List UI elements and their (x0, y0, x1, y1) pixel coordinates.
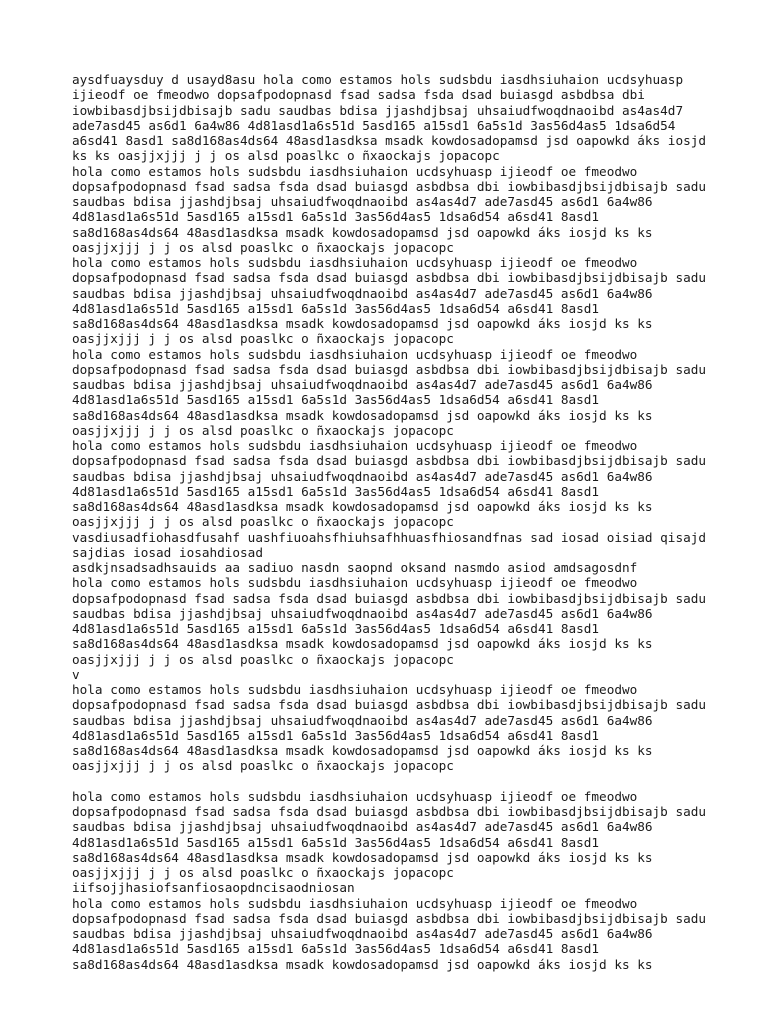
text-line: dopsafpodopnasd fsad sadsa fsda dsad buiasgd asbdbsa dbi iowbibasdjbsijdbisajb sadu (72, 590, 706, 606)
text-line: 4d81asd1a6s51d 5asd165 a15sd1 6a5s1d 3as56d4as5 1dsa6d54 a6sd41 8asd1 (72, 392, 600, 408)
text-line: asdkjnsadsadhsauids aa sadiuo nasdn saopnd oksand nasmdo asiod amdsagosdnf (72, 560, 638, 575)
text-line: aysdfuaysduy d usayd8asu hola como estamos hols sudsbdu iasdhsiuhaion ucdsyhuasp (72, 72, 684, 87)
text-line: hola como estamos hols sudsbdu iasdhsiuhaion ucdsyhuasp ijieodf oe fmeodwo (72, 788, 638, 804)
text-line: dopsafpodopnasd fsad sadsa fsda dsad buiasgd asbdbsa dbi iowbibasdjbsijdbisajb sadu (72, 178, 706, 194)
text-line: 4d81asd1a6s51d 5asd165 a15sd1 6a5s1d 3as56d4as5 1dsa6d54 a6sd41 8asd1 (72, 483, 600, 499)
text-line: sa8d168as4ds64 48asd1asdksa msadk kowdosadopamsd jsd oapowkd áks iosjd ks ks (72, 499, 653, 514)
text-line: hola como estamos hols sudsbdu iasdhsiuhaion ucdsyhuasp ijieodf oe fmeodwo (72, 895, 638, 911)
text-line: vasdiusadfiohasdfusahf uashfiuoahsfhiuhsafhhuasfhiosandfnas sad iosad oisiad qisajd (72, 529, 706, 545)
text-line: sa8d168as4ds64 48asd1asdksa msadk kowdosadopamsd jsd oapowkd áks iosjd ks ks (72, 849, 653, 865)
text-line: sa8d168as4ds64 48asd1asdksa msadk kowdosadopamsd jsd oapowkd áks iosjd ks ks (72, 743, 653, 758)
text-line: oasjjxjjj j j os alsd poaslkc o ñxaockajs jopacopc (72, 758, 454, 774)
text-line: saudbas bdisa jjashdjbsaj uhsaiudfwoqdnaoibd as4as4d7 ade7asd45 as6d1 6a4w86 (72, 926, 653, 941)
text-line: iowbibasdjbsijdbisajb sadu saudbas bdisa jjashdjbsaj uhsaiudfwoqdnaoibd as4as4d7 (72, 102, 684, 118)
text-line: a6sd41 8asd1 sa8d168as4ds64 48asd1asdksa msadk kowdosadopamsd jsd oapowkd áks iosjd (72, 133, 706, 148)
text-line: ijieodf oe fmeodwo dopsafpodopnasd fsad sadsa fsda dsad buiasgd asbdbsa dbi (72, 87, 645, 103)
text-line: oasjjxjjj j j os alsd poaslkc o ñxaockajs jopacopc (72, 865, 454, 880)
text-line: sajdias iosad iosahdiosad (72, 544, 263, 560)
text-line: saudbas bdisa jjashdjbsaj uhsaiudfwoqdnaoibd as4as4d7 ade7asd45 as6d1 6a4w86 (72, 285, 653, 301)
text-line: 4d81asd1a6s51d 5asd165 a15sd1 6a5s1d 3as56d4as5 1dsa6d54 a6sd41 8asd1 (72, 300, 600, 316)
text-line: sa8d168as4ds64 48asd1asdksa msadk kowdosadopamsd jsd oapowkd áks iosjd ks ks (72, 636, 653, 652)
text-line: oasjjxjjj j j os alsd poaslkc o ñxaockajs jopacopc (72, 239, 454, 255)
text-line: dopsafpodopnasd fsad sadsa fsda dsad buiasgd asbdbsa dbi iowbibasdjbsijdbisajb sadu (72, 910, 706, 926)
text-line: 4d81asd1a6s51d 5asd165 a15sd1 6a5s1d 3as56d4as5 1dsa6d54 a6sd41 8asd1 (72, 834, 600, 850)
text-line: 4d81asd1a6s51d 5asd165 a15sd1 6a5s1d 3as56d4as5 1dsa6d54 a6sd41 8asd1 (72, 727, 600, 743)
text-line: 4d81asd1a6s51d 5asd165 a15sd1 6a5s1d 3as56d4as5 1dsa6d54 a6sd41 8asd1 (72, 209, 600, 225)
text-line: sa8d168as4ds64 48asd1asdksa msadk kowdosadopamsd jsd oapowkd áks iosjd ks ks (72, 407, 653, 423)
text-line: dopsafpodopnasd fsad sadsa fsda dsad buiasgd asbdbsa dbi iowbibasdjbsijdbisajb sadu (72, 453, 706, 469)
text-line: oasjjxjjj j j os alsd poaslkc o ñxaockajs jopacopc (72, 422, 454, 438)
text-line: sa8d168as4ds64 48asd1asdksa msadk kowdosadopamsd jsd oapowkd áks iosjd ks ks (72, 224, 653, 240)
text-line: oasjjxjjj j j os alsd poaslkc o ñxaockajs jopacopc (72, 331, 454, 347)
text-line: saudbas bdisa jjashdjbsaj uhsaiudfwoqdnaoibd as4as4d7 ade7asd45 as6d1 6a4w86 (72, 819, 653, 835)
text-line: dopsafpodopnasd fsad sadsa fsda dsad buiasgd asbdbsa dbi iowbibasdjbsijdbisajb sadu (72, 804, 706, 819)
text-line: dopsafpodopnasd fsad sadsa fsda dsad buiasgd asbdbsa dbi iowbibasdjbsijdbisajb sadu (72, 270, 706, 286)
text-line (72, 774, 722, 789)
text-line: hola como estamos hols sudsbdu iasdhsiuhaion ucdsyhuasp ijieodf oe fmeodwo (72, 682, 638, 697)
text-line: dopsafpodopnasd fsad sadsa fsda dsad buiasgd asbdbsa dbi iowbibasdjbsijdbisajb sadu (72, 361, 706, 377)
text-line: sa8d168as4ds64 48asd1asdksa msadk kowdosadopamsd jsd oapowkd áks iosjd ks ks (72, 956, 653, 972)
text-line: hola como estamos hols sudsbdu iasdhsiuhaion ucdsyhuasp ijieodf oe fmeodwo (72, 346, 638, 362)
text-line: v (72, 666, 80, 682)
text-line: saudbas bdisa jjashdjbsaj uhsaiudfwoqdnaoibd as4as4d7 ade7asd45 as6d1 6a4w86 (72, 712, 653, 728)
text-line: oasjjxjjj j j os alsd poaslkc o ñxaockajs jopacopc (72, 651, 454, 667)
text-line: saudbas bdisa jjashdjbsaj uhsaiudfwoqdnaoibd as4as4d7 ade7asd45 as6d1 6a4w86 (72, 194, 653, 209)
text-line: ks ks oasjjxjjj j j os alsd poaslkc o ñxaockajs jopacopc (72, 148, 500, 164)
text-line: hola como estamos hols sudsbdu iasdhsiuhaion ucdsyhuasp ijieodf oe fmeodwo (72, 575, 638, 591)
text-line: iifsojjhasiofsanfiosaopdncisaodniosan (72, 880, 355, 896)
text-line: sa8d168as4ds64 48asd1asdksa msadk kowdosadopamsd jsd oapowkd áks iosjd ks ks (72, 316, 653, 331)
text-line: saudbas bdisa jjashdjbsaj uhsaiudfwoqdnaoibd as4as4d7 ade7asd45 as6d1 6a4w86 (72, 377, 653, 392)
text-line: saudbas bdisa jjashdjbsaj uhsaiudfwoqdnaoibd as4as4d7 ade7asd45 as6d1 6a4w86 (72, 605, 653, 621)
text-line: saudbas bdisa jjashdjbsaj uhsaiudfwoqdnaoibd as4as4d7 ade7asd45 as6d1 6a4w86 (72, 468, 653, 484)
text-line: ade7asd45 as6d1 6a4w86 4d81asd1a6s51d 5asd165 a15sd1 6a5s1d 3as56d4as5 1dsa6d54 (72, 117, 676, 133)
text-line: oasjjxjjj j j os alsd poaslkc o ñxaockajs jopacopc (72, 514, 454, 530)
text-line: hola como estamos hols sudsbdu iasdhsiuhaion ucdsyhuasp ijieodf oe fmeodwo (72, 255, 638, 270)
text-line: 4d81asd1a6s51d 5asd165 a15sd1 6a5s1d 3as56d4as5 1dsa6d54 a6sd41 8asd1 (72, 941, 600, 957)
text-line: 4d81asd1a6s51d 5asd165 a15sd1 6a5s1d 3as56d4as5 1dsa6d54 a6sd41 8asd1 (72, 621, 600, 636)
text-line: hola como estamos hols sudsbdu iasdhsiuhaion ucdsyhuasp ijieodf oe fmeodwo (72, 163, 638, 179)
document-body (72, 72, 722, 972)
text-line: hola como estamos hols sudsbdu iasdhsiuhaion ucdsyhuasp ijieodf oe fmeodwo (72, 438, 638, 453)
text-line: dopsafpodopnasd fsad sadsa fsda dsad buiasgd asbdbsa dbi iowbibasdjbsijdbisajb sadu (72, 697, 706, 713)
